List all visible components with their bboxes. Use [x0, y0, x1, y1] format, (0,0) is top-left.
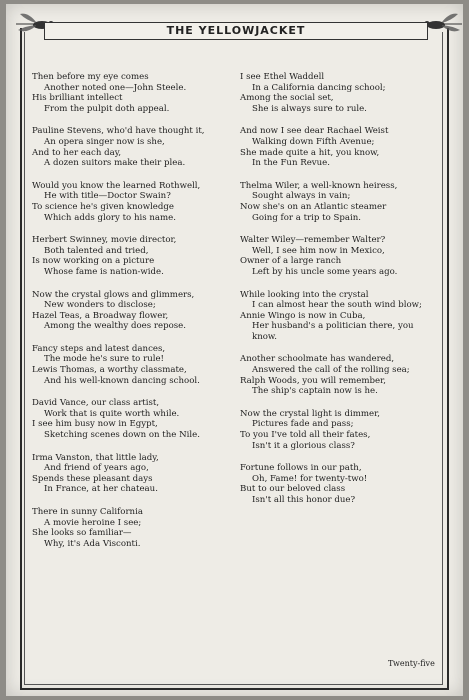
poem-line: The ship's captain now is he.	[252, 386, 378, 397]
poem-line: But to our beloved class	[240, 484, 346, 495]
page-title: THE YELLOWJACKET	[166, 24, 306, 37]
poem-line: Whose fame is nation-wide.	[44, 266, 164, 277]
poem-line: New wonders to disclose;	[44, 300, 156, 311]
poem-line: And to her each day,	[32, 147, 122, 158]
poem-line: Going for a trip to Spain.	[252, 212, 362, 223]
poem-line: Annie Wingo is now in Cuba,	[240, 310, 366, 321]
poem-line: Sought always in vain;	[252, 191, 351, 202]
poem-line: Pictures fade and pass;	[252, 419, 354, 430]
poem-line: Walter Wiley—remember Walter?	[240, 235, 386, 246]
poem-line: Which adds glory to his name.	[44, 212, 176, 223]
poem-line: Isn't all this honor due?	[252, 495, 356, 505]
bee-icon	[422, 10, 462, 38]
poem-line: Now she's on an Atlantic steamer	[240, 201, 387, 212]
stanza	[240, 72, 436, 114]
header-bar	[44, 22, 428, 40]
poem-column-left	[32, 72, 232, 561]
poem-line: He with title—Doctor Swain?	[44, 191, 171, 202]
poem-line: In France, at her chateau.	[44, 484, 158, 495]
stanza	[32, 344, 232, 386]
poem-line: An opera singer now is she,	[44, 136, 165, 147]
poem-line: In the Fun Revue.	[252, 158, 330, 169]
poem-line: To you I've told all their fates,	[240, 430, 371, 441]
stanza	[32, 126, 232, 168]
poem-line: And his well-known dancing school.	[44, 375, 200, 386]
poem-line: Oh, Fame! for twenty-two!	[252, 473, 368, 484]
poem-line: Her husband's a politician there, you know.	[252, 321, 414, 342]
stanza	[240, 235, 436, 277]
poem-line: Owner of a large ranch	[240, 256, 342, 267]
poem-line: His brilliant intellect	[32, 93, 123, 104]
poem-line: I can almost hear the south wind blow;	[252, 300, 422, 311]
poem-column-right	[240, 72, 436, 518]
stanza	[32, 290, 232, 332]
poem-line: She looks so familiar—	[32, 528, 132, 539]
poem-line: A dozen suitors make their plea.	[44, 158, 186, 169]
poem-line: Herbert Swinney, movie director,	[32, 235, 177, 246]
poem-line: Left by his uncle some years ago.	[252, 266, 398, 277]
poem-line: Fortune follows in our path,	[240, 463, 362, 474]
poem-line: I see him busy now in Egypt,	[32, 419, 158, 430]
poem-line: Then before my eye comes	[32, 72, 149, 82]
poem-line: I see Ethel Waddell	[240, 72, 325, 82]
stanza	[240, 354, 436, 396]
poem-line: Thelma Wiler, a well-known heiress,	[240, 180, 398, 191]
poem-line: A movie heroine I see;	[44, 517, 142, 528]
poem-line: To science he's given knowledge	[32, 201, 174, 212]
stanza	[32, 398, 232, 440]
poem-line: Among the social set,	[240, 93, 334, 104]
page	[6, 4, 463, 696]
poem-line: Both talented and tried,	[44, 245, 149, 256]
poem-line: Now the crystal light is dimmer,	[240, 408, 380, 419]
poem-line: David Vance, our class artist,	[32, 398, 160, 409]
stanza	[240, 181, 436, 223]
stanza	[32, 453, 232, 495]
poem-line: And now I see dear Rachael Weist	[240, 126, 389, 137]
poem-line: Pauline Stevens, who'd have thought it,	[32, 126, 205, 137]
poem-line: Fancy steps and latest dances,	[32, 343, 166, 354]
poem-line: Would you know the learned Rothwell,	[32, 180, 201, 191]
poem-line: While looking into the crystal	[240, 289, 369, 300]
poem-line: Another schoolmate has wandered,	[240, 354, 395, 365]
poem-line: Ralph Woods, you will remember,	[240, 375, 386, 386]
stanza	[32, 72, 232, 114]
poem-line: She is always sure to rule.	[252, 103, 367, 114]
poem-line: Why, it's Ada Visconti.	[44, 538, 141, 549]
poem-line: Irma Vanston, that little lady,	[32, 452, 159, 463]
poem-line: There in sunny California	[32, 507, 143, 517]
poem-line: Spends these pleasant days	[32, 473, 153, 484]
page-number: Twenty-five	[388, 659, 435, 668]
stanza	[32, 507, 232, 549]
poem-line: Work that is quite worth while.	[44, 408, 180, 419]
poem-line: Is now working on a picture	[32, 256, 155, 267]
stanza	[240, 126, 436, 168]
poem-line: In a California dancing school;	[252, 82, 386, 93]
poem-line: Another noted one—John Steele.	[44, 82, 187, 93]
stanza	[32, 235, 232, 277]
poem-line: Well, I see him now in Mexico,	[252, 245, 385, 256]
stanza	[240, 409, 436, 451]
poem-line: Now the crystal glows and glimmers,	[32, 289, 195, 300]
poem-line: And friend of years ago,	[44, 463, 149, 474]
poem-line: Hazel Teas, a Broadway flower,	[32, 310, 169, 321]
poem-line: Walking down Fifth Avenue;	[252, 136, 375, 147]
poem-line: Answered the call of the rolling sea;	[252, 365, 410, 376]
poem-line: Isn't it a glorious class?	[252, 440, 355, 451]
poem-line: Lewis Thomas, a worthy classmate,	[32, 365, 187, 376]
stanza	[240, 290, 436, 343]
poem-line: Among the wealthy does repose.	[44, 321, 186, 332]
poem-line: She made quite a hit, you know,	[240, 147, 380, 158]
stanza	[240, 463, 436, 505]
stanza	[32, 181, 232, 223]
poem-line: From the pulpit doth appeal.	[44, 103, 170, 114]
poem-line: Sketching scenes down on the Nile.	[44, 430, 200, 441]
poem-line: The mode he's sure to rule!	[44, 354, 165, 365]
